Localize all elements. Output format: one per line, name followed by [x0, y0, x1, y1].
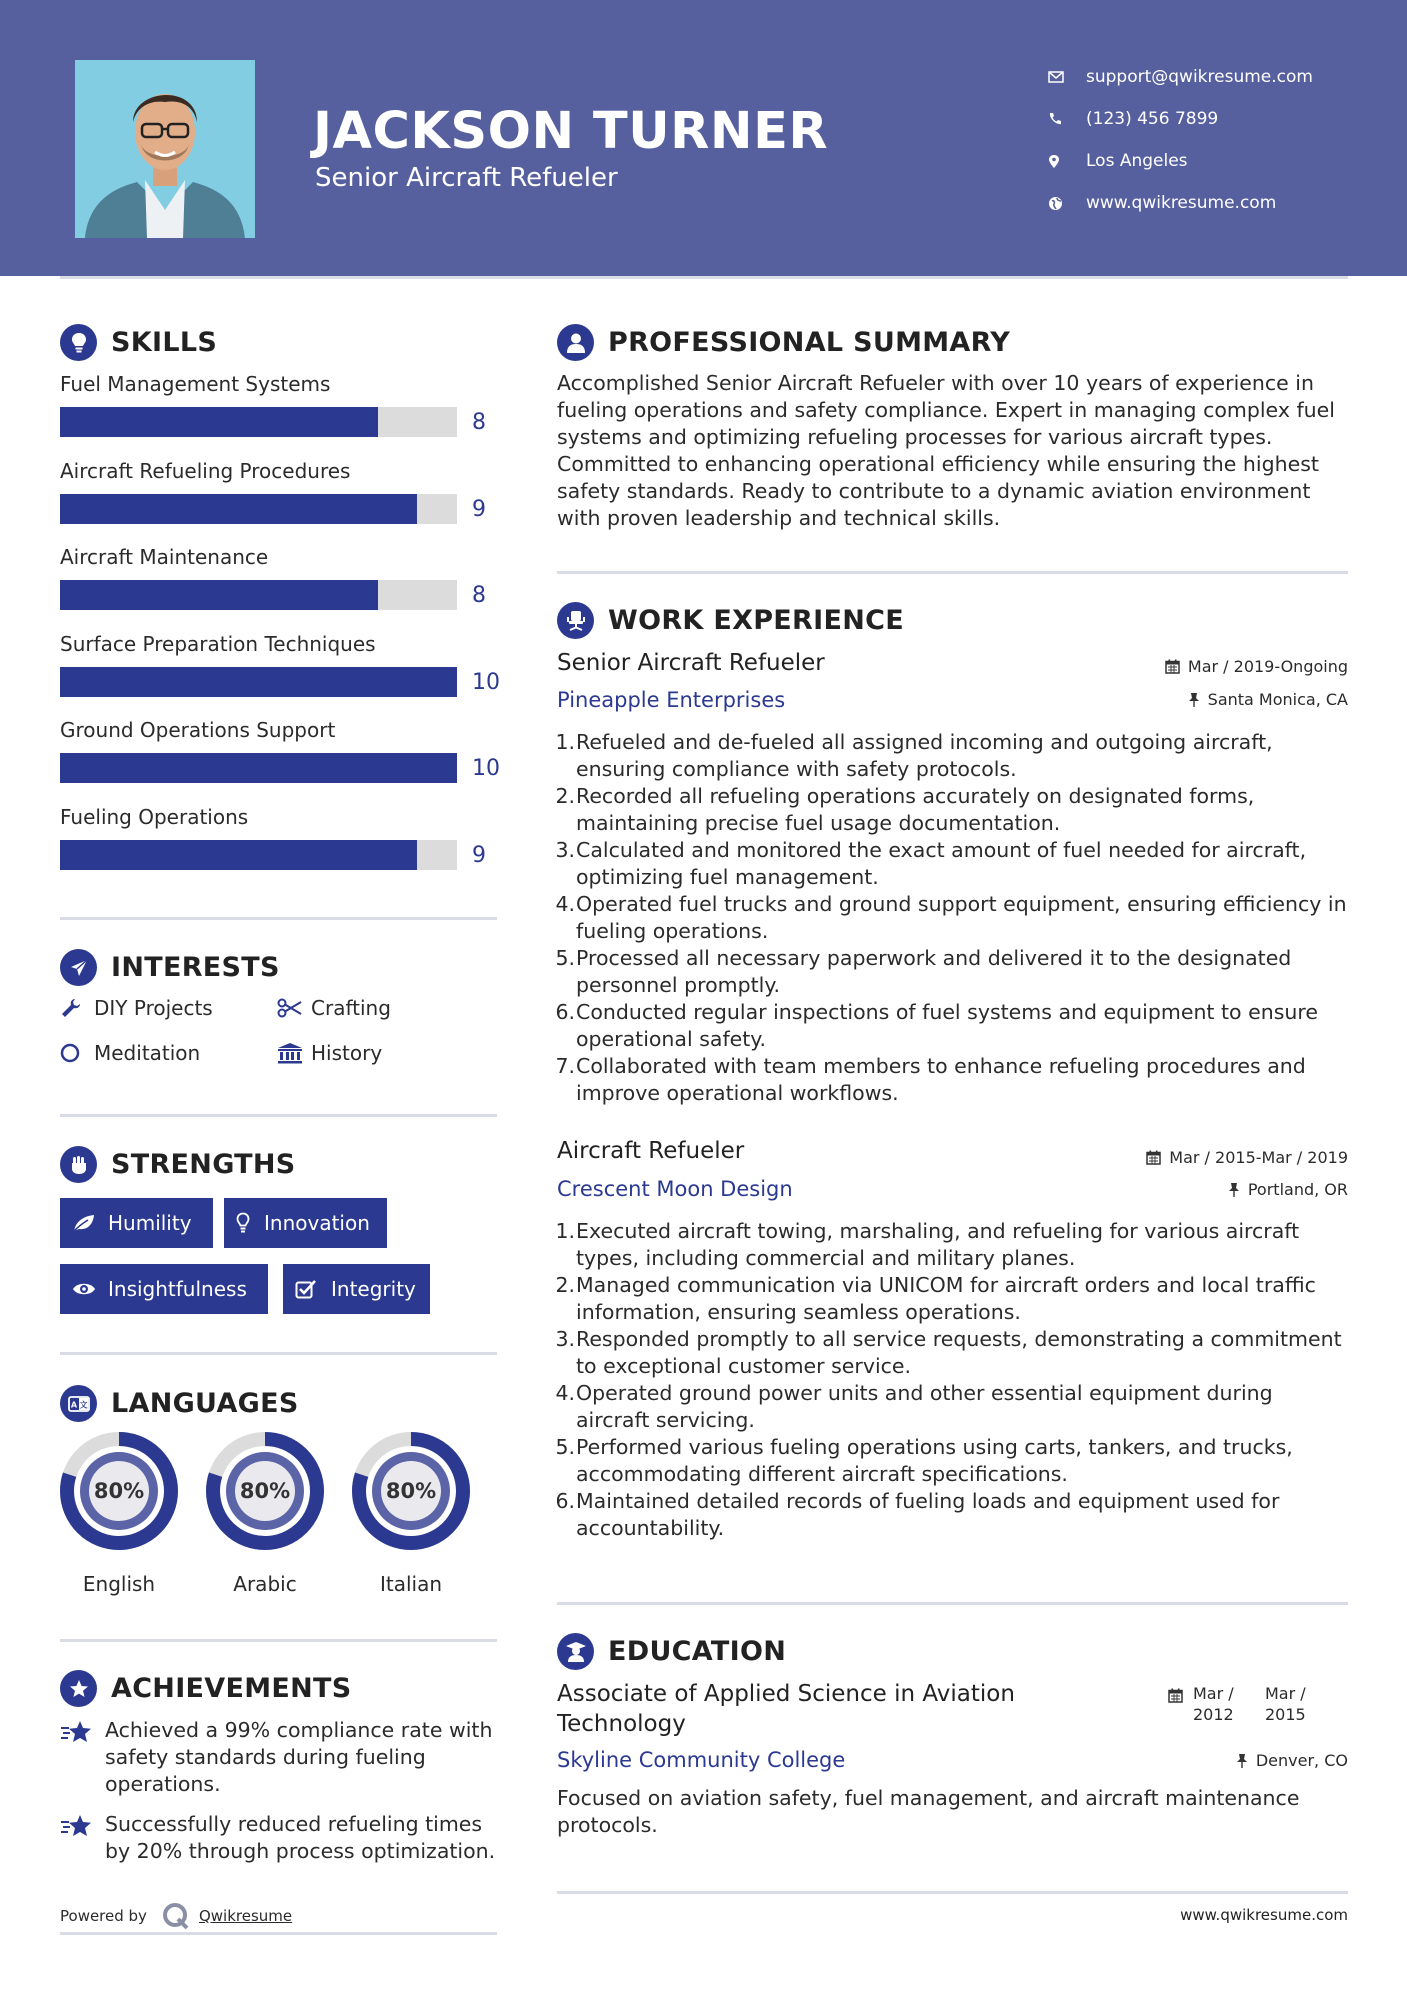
experience-title: WORK EXPERIENCE	[608, 605, 904, 636]
skill-bar	[60, 753, 457, 783]
skill-name: Fueling Operations	[60, 804, 249, 829]
bullet-text: Calculated and monitored the exact amount of fuel needed for aircraft, optimizing fuel management.	[576, 838, 1307, 889]
interest-label: Meditation	[94, 1041, 201, 1065]
bullet-item: 5. Processed all necessary paperwork and delivered it to the designated personnel promptly.	[552, 945, 1352, 999]
calendar-icon	[1168, 1683, 1183, 1708]
language-name: Arabic	[233, 1572, 297, 1596]
museum-icon	[277, 1042, 311, 1064]
contact-location	[1048, 140, 1388, 182]
skill-value: 9	[472, 842, 486, 868]
language-item	[204, 1430, 326, 1596]
skill-bar-fill	[60, 667, 457, 697]
interest-item	[277, 996, 391, 1020]
languages-heading	[60, 1385, 299, 1422]
bullet-text: Executed aircraft towing, marshaling, and refueling for various aircraft types, including commercial and military planes.	[576, 1219, 1300, 1270]
interest-item	[60, 1041, 200, 1065]
job-dates-text: Mar / 2015-Mar / 2019	[1169, 1148, 1348, 1167]
education-description: Focused on aviation safety, fuel management, and aircraft maintenance protocols.	[557, 1786, 1300, 1837]
summary-heading	[557, 324, 1010, 361]
language-icon	[60, 1385, 97, 1422]
strength-badge	[283, 1264, 430, 1314]
job-dates-text: Mar / 2019-Ongoing	[1187, 657, 1348, 676]
language-item	[350, 1430, 472, 1596]
qwikresume-logo-icon	[161, 1902, 191, 1930]
strength-label: Innovation	[264, 1211, 370, 1235]
skill-bar	[60, 407, 457, 437]
svg-text:A: A	[70, 1400, 77, 1409]
skill-item	[60, 459, 500, 546]
skills-heading	[60, 324, 217, 361]
calendar-icon	[1165, 659, 1180, 674]
skill-bar-fill	[60, 580, 378, 610]
language-percent: 80%	[239, 1479, 291, 1503]
job-bullets	[552, 729, 1352, 1107]
achievement-item	[60, 1717, 510, 1798]
skill-value: 10	[472, 669, 500, 695]
language-name: English	[82, 1572, 156, 1596]
bullet-text: Maintained detailed records of fueling loads and equipment used for accountability.	[576, 1489, 1280, 1540]
bullet-item: 2. Managed communication via UNICOM for aircraft orders and local traffic information, ensuring seamless operations.	[552, 1272, 1352, 1326]
skill-item	[60, 718, 500, 805]
section-divider	[60, 1352, 497, 1355]
section-divider	[557, 571, 1348, 574]
skill-name: Fuel Management Systems	[60, 372, 331, 396]
language-percent: 80%	[385, 1479, 437, 1503]
bullet-text: Recorded all refueling operations accurately on designated forms, maintaining precise fuel usage documentation.	[576, 784, 1255, 835]
scissors-icon	[277, 998, 311, 1018]
education-location-text: Denver, CO	[1255, 1751, 1348, 1770]
globe-icon	[1048, 196, 1086, 211]
job-company: Pineapple Enterprises	[557, 688, 786, 712]
footer-website-link[interactable]: www.qwikresume.com	[1180, 1906, 1348, 1924]
languages-title: LANGUAGES	[111, 1388, 299, 1419]
skill-bar	[60, 494, 457, 524]
education-heading	[557, 1633, 786, 1670]
job-dates	[1146, 1148, 1348, 1167]
lightbulb-icon	[60, 324, 97, 361]
contact-phone-text: (123) 456 7899	[1086, 109, 1219, 129]
interest-item	[277, 1041, 382, 1065]
skill-bar	[60, 667, 457, 697]
skill-name: Aircraft Refueling Procedures	[60, 458, 351, 483]
bullet-item: 4. Operated fuel trucks and ground support equipment, ensuring efficiency in fueling operations.	[552, 891, 1352, 945]
svg-text:文: 文	[79, 1400, 87, 1409]
strength-badge	[60, 1264, 268, 1314]
star-icon	[60, 1717, 105, 1798]
skill-bar-fill	[60, 753, 457, 783]
email-icon	[1048, 71, 1086, 83]
calendar-icon	[1146, 1150, 1161, 1165]
summary-title: PROFESSIONAL SUMMARY	[608, 327, 1011, 358]
language-donut	[350, 1430, 472, 1552]
strength-badge	[60, 1198, 213, 1248]
skill-bar-fill	[60, 840, 417, 870]
eye-icon	[72, 1281, 108, 1297]
job-location	[1188, 690, 1348, 709]
star-icon	[60, 1811, 105, 1865]
contact-email[interactable]	[1048, 56, 1388, 98]
language-item	[58, 1430, 180, 1596]
contact-phone[interactable]	[1048, 98, 1388, 140]
skill-bar-fill	[60, 494, 417, 524]
interest-label: DIY Projects	[94, 996, 213, 1020]
pushpin-icon	[1236, 1753, 1248, 1769]
profile-photo	[75, 60, 255, 238]
skill-value: 9	[472, 496, 486, 522]
bullet-item: 1. Refueled and de-fueled all assigned incoming and outgoing aircraft, ensuring compliance with safety protocols.	[552, 729, 1352, 783]
star-badge-icon	[60, 1670, 97, 1707]
skill-name: Ground Operations Support	[60, 718, 336, 742]
job-location-text: Santa Monica, CA	[1207, 690, 1348, 709]
achievement-text: Successfully reduced refueling times by 20% through process optimization.	[105, 1812, 496, 1863]
contact-website-text: www.qwikresume.com	[1086, 193, 1277, 213]
job-location-text: Portland, OR	[1247, 1180, 1348, 1199]
bullet-item: 3. Calculated and monitored the exact amount of fuel needed for aircraft, optimizing fuel management.	[552, 837, 1352, 891]
strength-label: Insightfulness	[108, 1277, 247, 1301]
skill-item	[60, 545, 500, 632]
language-percent: 80%	[93, 1479, 145, 1503]
strengths-title: STRENGTHS	[111, 1149, 296, 1180]
education-end: Mar / 2015	[1265, 1684, 1306, 1724]
powered-by	[60, 1902, 292, 1930]
header-banner	[0, 0, 1407, 276]
qwikresume-link[interactable]: Qwikresume	[198, 1907, 293, 1925]
section-divider	[60, 917, 497, 920]
bullet-text: Performed various fueling operations using carts, tankers, and trucks, accommodating different aircraft specifications.	[576, 1435, 1293, 1486]
bullet-item: 3. Responded promptly to all service requests, demonstrating a commitment to exceptional customer service.	[552, 1326, 1352, 1380]
skill-value: 8	[472, 583, 486, 608]
job-dates	[1165, 657, 1348, 676]
bullet-text: Managed communication via UNICOM for aircraft orders and local traffic information, ensuring seamless operations.	[576, 1273, 1316, 1324]
bullet-text: Responded promptly to all service requests, demonstrating a commitment to exceptional customer service.	[576, 1327, 1342, 1378]
bullet-text: Processed all necessary paperwork and delivered it to the designated personnel promptly.	[576, 946, 1292, 997]
fist-icon	[60, 1146, 97, 1183]
location-pin-icon	[1048, 154, 1086, 169]
strength-label: Integrity	[331, 1277, 416, 1301]
skill-item	[60, 372, 500, 459]
education-start: Mar / 2012	[1193, 1684, 1234, 1724]
user-icon	[557, 324, 594, 361]
candidate-title: Senior Aircraft Refueler	[315, 163, 618, 193]
lightbulb-icon	[236, 1212, 264, 1234]
paper-plane-icon	[60, 949, 97, 986]
bullet-item: 4. Operated ground power units and other essential equipment during aircraft servicing.	[552, 1380, 1352, 1434]
bullet-item: 6. Conducted regular inspections of fuel systems and equipment to ensure operational safety.	[552, 999, 1352, 1053]
education-dates	[1168, 1683, 1335, 1725]
section-divider	[557, 1602, 1348, 1605]
contact-email-text: support@qwikresume.com	[1086, 67, 1313, 87]
skills-title: SKILLS	[111, 327, 218, 358]
bullet-text: Collaborated with team members to enhance refueling procedures and improve operational workflows.	[576, 1054, 1306, 1105]
skill-bar	[60, 840, 457, 870]
section-divider	[557, 1891, 1348, 1894]
bullet-text: Operated ground power units and other essential equipment during aircraft servicing.	[576, 1381, 1273, 1432]
skill-value: 8	[472, 410, 486, 435]
circle-icon	[60, 1042, 94, 1064]
job-title: Aircraft Refueler	[557, 1138, 745, 1164]
skill-name: Aircraft Maintenance	[60, 545, 269, 569]
wrench-icon	[60, 997, 94, 1019]
section-divider	[60, 1932, 497, 1935]
contact-location-text: Los Angeles	[1086, 151, 1188, 171]
interests-heading	[60, 949, 280, 986]
achievement-text: Achieved a 99% compliance rate with safety standards during fueling operations.	[105, 1718, 493, 1796]
job-bullets	[552, 1218, 1352, 1542]
phone-icon	[1048, 112, 1086, 126]
office-chair-icon	[557, 602, 594, 639]
contact-list	[1048, 56, 1388, 224]
bullet-item: 5. Performed various fueling operations using carts, tankers, and trucks, accommodating different aircraft specifications.	[552, 1434, 1352, 1488]
pushpin-icon	[1228, 1182, 1240, 1198]
achievements-heading	[60, 1670, 352, 1707]
skill-bar-fill	[60, 407, 378, 437]
language-donut	[58, 1430, 180, 1552]
bullet-item: 7. Collaborated with team members to enhance refueling procedures and improve operational workflows.	[552, 1053, 1352, 1107]
education-location	[1236, 1751, 1348, 1770]
header-divider	[60, 276, 1348, 279]
strength-badge	[224, 1198, 387, 1248]
language-name: Italian	[379, 1572, 443, 1596]
bullet-text: Refueled and de-fueled all assigned incoming and outgoing aircraft, ensuring compliance with safety protocols.	[576, 730, 1273, 781]
skill-bar	[60, 580, 457, 610]
skill-item	[60, 805, 500, 892]
interest-label: Crafting	[311, 996, 391, 1020]
achievement-item	[60, 1811, 510, 1865]
job-company: Crescent Moon Design	[557, 1177, 793, 1201]
powered-by-label: Powered by	[60, 1907, 147, 1925]
skill-value: 10	[472, 756, 500, 781]
contact-website[interactable]	[1048, 182, 1388, 224]
section-divider	[60, 1639, 497, 1642]
language-donut	[204, 1430, 326, 1552]
interest-item	[60, 996, 213, 1020]
leaf-icon	[72, 1213, 108, 1233]
skill-name: Surface Preparation Techniques	[60, 631, 376, 656]
graduate-icon	[557, 1633, 594, 1670]
strength-label: Humility	[108, 1211, 192, 1235]
skills-list	[60, 372, 500, 891]
summary-text: Accomplished Senior Aircraft Refueler with over 10 years of experience in fueling operations and safety compliance. Expert in managing complex fuel systems and optimizing refueling processes for various aircraft types. Committed to enhancing operational efficiency while ensuring the highest safety standards. Ready to contribute to a dynamic aviation environment with proven leadership and technical skills.	[557, 371, 1335, 530]
job-title: Senior Aircraft Refueler	[557, 650, 825, 676]
education-title: EDUCATION	[608, 1636, 787, 1667]
strengths-heading	[60, 1146, 296, 1183]
pushpin-icon	[1188, 692, 1200, 708]
section-divider	[60, 1114, 497, 1117]
interest-label: History	[311, 1041, 383, 1065]
achievements-title: ACHIEVEMENTS	[111, 1673, 352, 1704]
job-location	[1228, 1180, 1348, 1199]
bullet-item: 2. Recorded all refueling operations accurately on designated forms, maintaining precise fuel usage documentation.	[552, 783, 1352, 837]
skill-item	[60, 632, 500, 719]
bullet-item: 6. Maintained detailed records of fueling loads and equipment used for accountability.	[552, 1488, 1352, 1542]
experience-heading	[557, 602, 904, 639]
education-school: Skyline Community College	[557, 1748, 846, 1772]
candidate-name: JACKSON TURNER	[313, 102, 829, 161]
bullet-text: Conducted regular inspections of fuel systems and equipment to ensure operational safety.	[576, 1000, 1318, 1051]
checkbox-icon	[295, 1279, 331, 1299]
bullet-item: 1. Executed aircraft towing, marshaling, and refueling for various aircraft types, including commercial and military planes.	[552, 1218, 1352, 1272]
bullet-text: Operated fuel trucks and ground support equipment, ensuring efficiency in fueling operations.	[576, 892, 1347, 943]
education-degree: Associate of Applied Science in Aviation Technology	[557, 1681, 1015, 1737]
interests-title: INTERESTS	[111, 952, 280, 983]
